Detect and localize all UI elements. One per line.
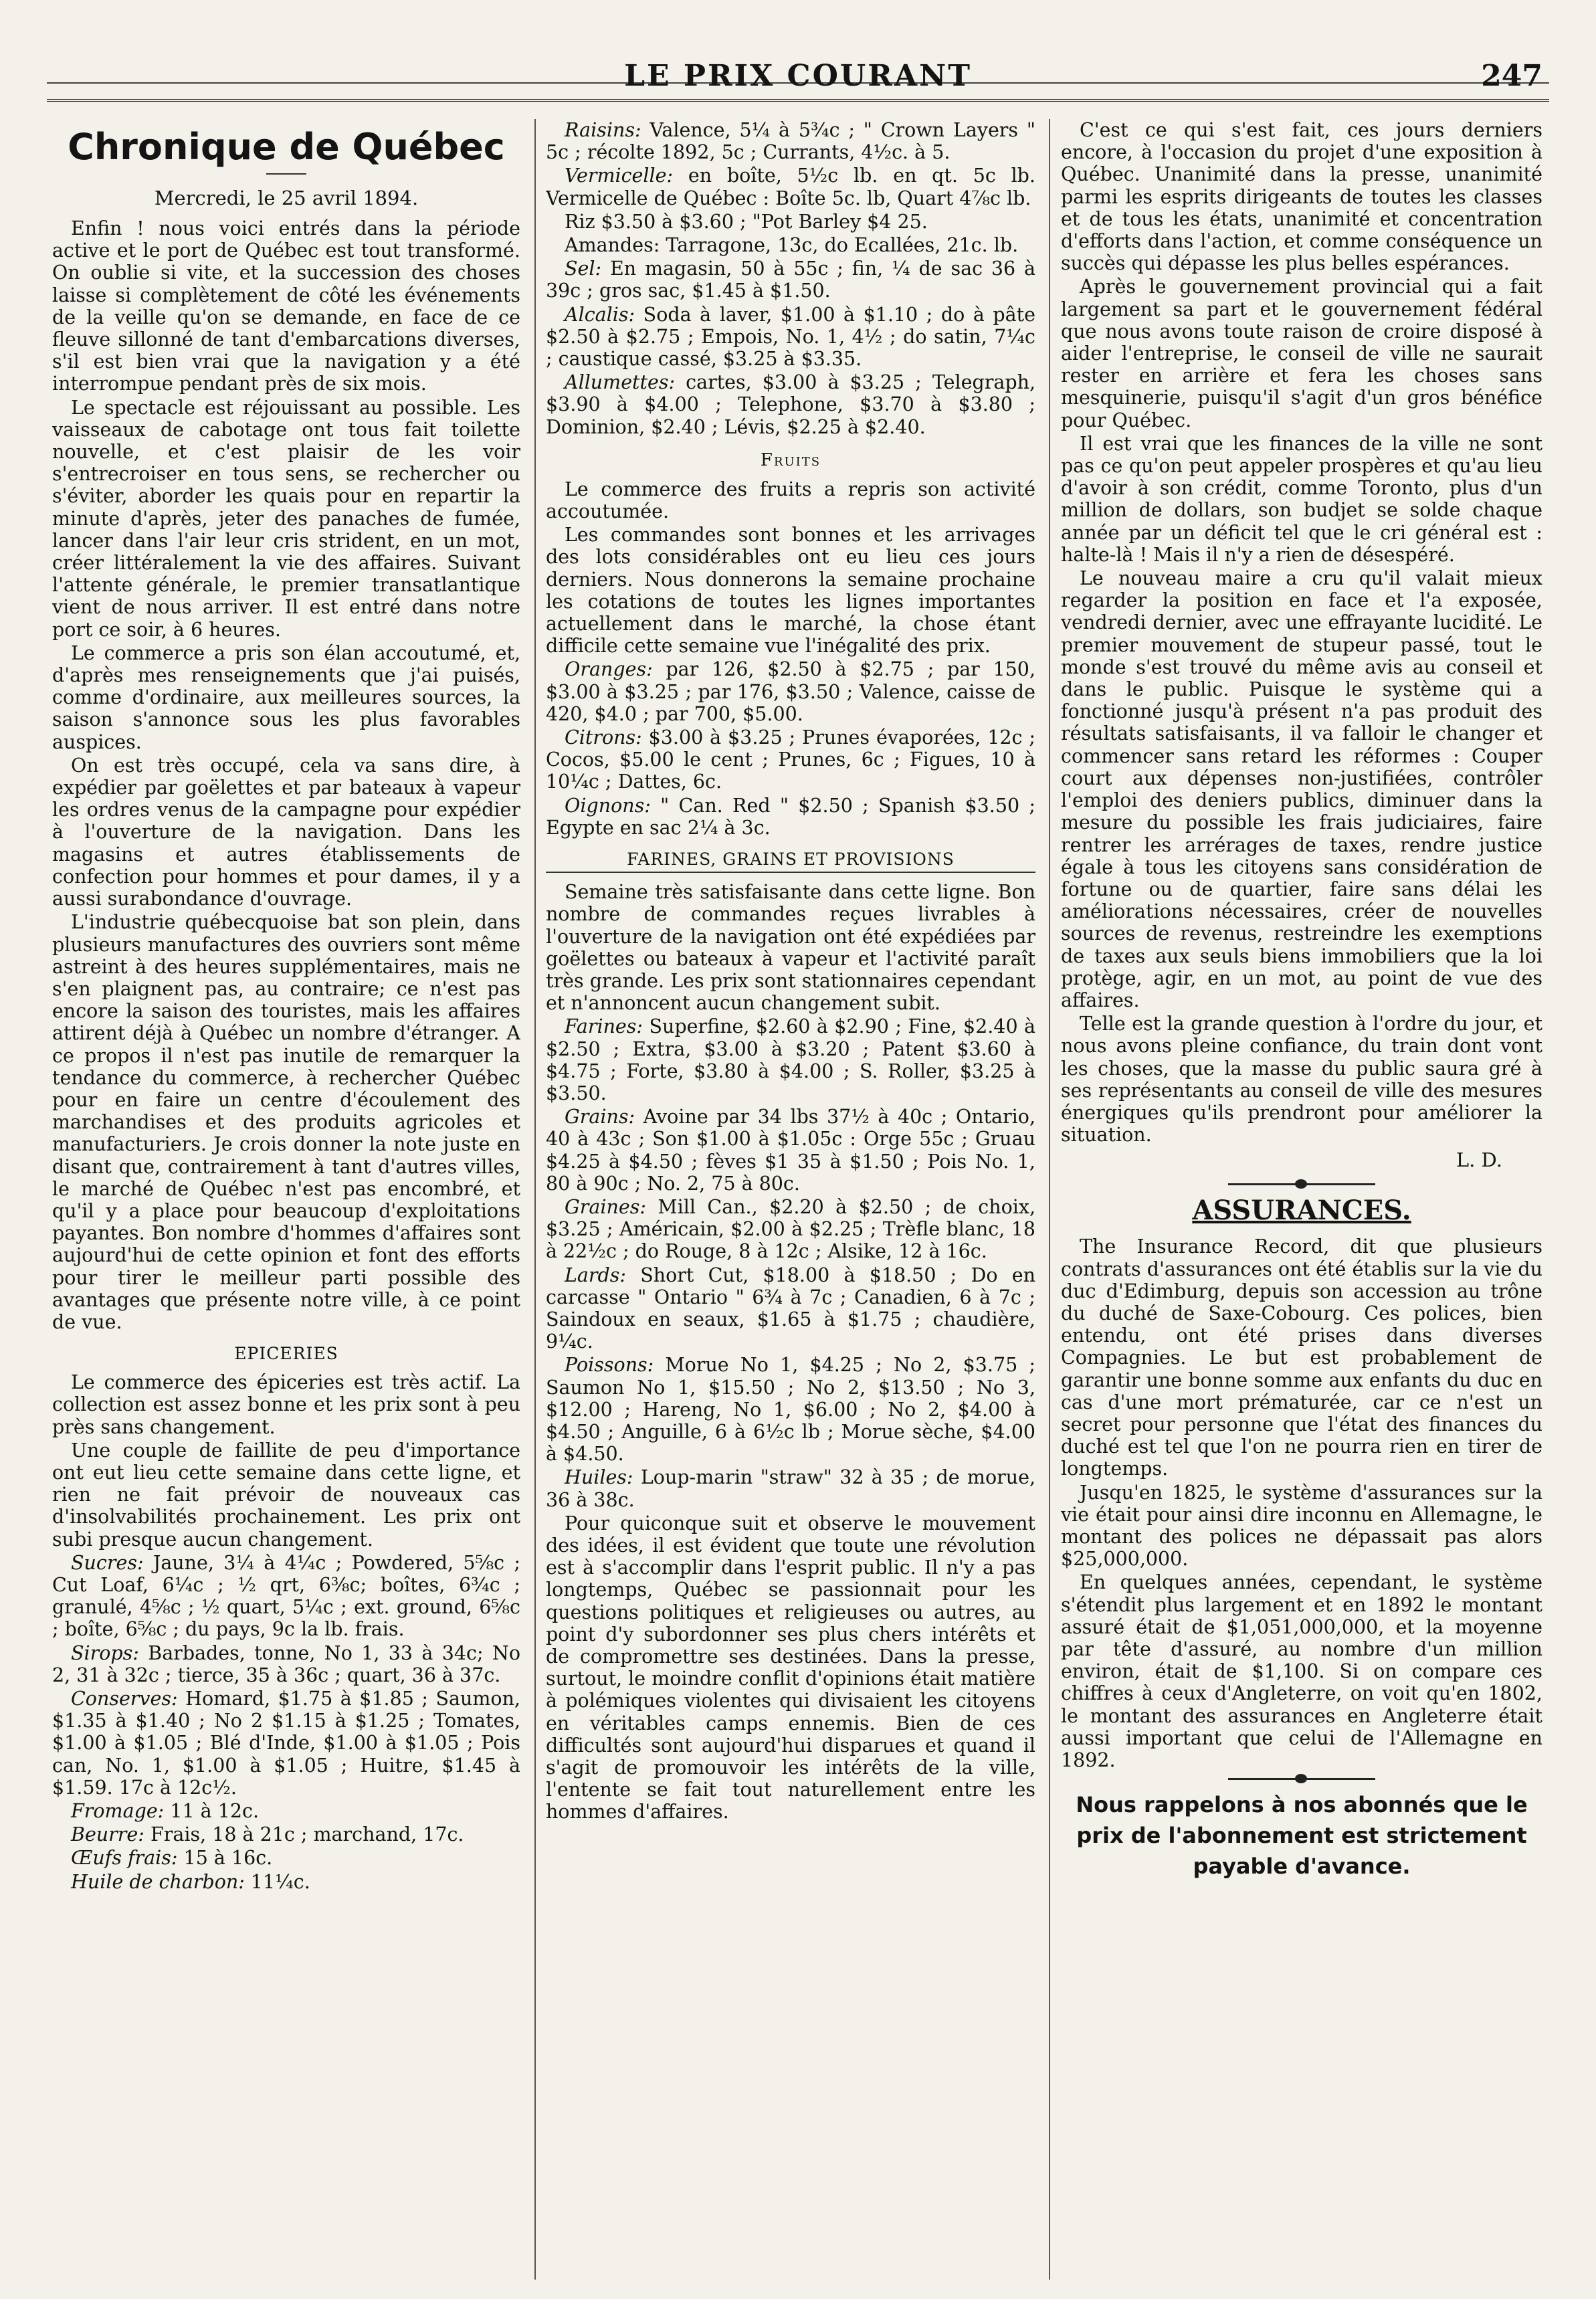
price-text: par 126, $2.50 à $2.75 ; par 150, $3.00 à $3.25 ; par 176, $3.50 ; Valence, caisse de 420, $4.0 ; par 700, $5.00.: [546, 658, 1035, 725]
section-heading-assurances: ASSURANCES.: [1192, 1195, 1411, 1227]
price-entry: [52, 1823, 520, 1845]
price-entry: [546, 165, 1035, 209]
paragraph: En quelques années, cependant, le système s'étendit plus largement et en 1892 le montant assuré était de $1,051,000,000, et la moyenne par tête d'assuré, au nombre d'un million environ, était de $1,100. Si on compare ces chiffres à ceux d'Angleterre, on voit qu'en 1802, le montant des assurances en Angleterre était aussi important que celui de l'Allemagne en 1892.: [1061, 1571, 1542, 1772]
price-label: Graines:: [565, 1195, 646, 1218]
price-entry: [546, 658, 1035, 725]
price-text: Short Cut, $18.00 à $18.50 ; Do en carcasse " Ontario " 6¾ à 7c ; Canadien, 6 à 7c ; Saindoux en seaux, $1.65 à $1.75 ; chaudière, 9¼c.: [546, 1264, 1035, 1353]
column-2: [546, 119, 1035, 2280]
price-label: Beurre:: [71, 1823, 144, 1846]
price-entry: [546, 119, 1035, 163]
price-text: Frais, 18 à 21c ; marchand, 17c.: [150, 1823, 464, 1846]
price-text: 15 à 16c.: [183, 1847, 273, 1870]
price-entry: [546, 1264, 1035, 1353]
price-entry: [546, 1354, 1035, 1465]
section-heading-farines: FARINES, GRAINS ET PROVISIONS: [546, 849, 1035, 873]
column-rule: [1049, 119, 1050, 2280]
paragraph: Pour quiconque suit et observe le mouvement des idées, il est évident que toute une révolution est à s'accomplir dans l'esprit public. Il n'y a pas longtemps, Québec se passionnait pour les questions politiques et religieuses ou autres, au point d'y subordonner ses plus chers intérêts et de compromettre ses destinées. Dans la presse, surtout, le moindre conflit d'opinions était matière à polémiques violentes qui divisaient les citoyens en véritables camps ennemis. Bien de ces difficultés sont aujourd'hui disparues et quand il s'agit de promouvoir les intérêts de la ville, l'entente se fait tout naturellement entre les hommes d'affaires.: [546, 1512, 1035, 1823]
paragraph: L'industrie québecquoise bat son plein, dans plusieurs manufactures des ouvriers sont même astreint à des heures supplémentaires, mais ne s'en plaignent pas, au contraire; ce n'est pas encore la saison des touristes, mais les affaires attirent déjà à Québec un nombre d'étranger. A ce propos il n'est pas inutile de remarquer la tendance du commerce, à rechercher Québec pour en faire un centre d'écoulement des marchandises et des produits agricoles et manufacturiers. Je crois donner la note juste en disant que, contrairement à tant d'autres villes, le marché de Québec n'est pas encombré, et qu'il y a place pour beaucoup d'exploitations payantes. Bon nombre d'hommes d'affaires sont aujourd'hui de cette opinion et font des efforts pour tirer le meilleur parti possible des avantages que présente notre ville, à ce point de vue.: [52, 911, 520, 1333]
price-text: Avoine par 34 lbs 37½ à 40c ; Ontario, 40 à 43c ; Son $1.00 à $1.05c : Orge 55c ; Gruau $4.25 à $4.50 ; fèves $1 35 à $1.50 ; Pois No. 1, 80 à 90c ; No. 2, 75 à 80c.: [546, 1106, 1035, 1195]
signature: L. D.: [1456, 1148, 1502, 1172]
price-label: Alcalis:: [565, 303, 635, 326]
price-entry: [52, 1800, 520, 1822]
paragraph: Le commerce des épiceries est très actif. La collection est assez bonne et les prix sont à peu près sans changement.: [52, 1371, 520, 1438]
price-entry: [546, 211, 1035, 233]
price-text: cartes, $3.00 à $3.25 ; Telegraph, $3.90 à $4.00 ; Telephone, $3.70 à $3.80 ; Dominion, $2.40 ; Lévis, $2.25 à $2.40.: [546, 371, 1035, 438]
price-label: Oranges:: [565, 658, 653, 681]
price-entry: [546, 304, 1035, 371]
paragraph: Après le gouvernement provincial qui a fait largement sa part et le gouvernement fédéral que nous avons toute raison de croire disposé à aider l'entreprise, le conseil de ville ne saurait rester en arrière et fera les choses sans mesquinerie, puisqu'il s'agit d'un gros bénéfice pour Québec.: [1061, 276, 1542, 431]
paragraph: Le commerce a pris son élan accoutumé, et, d'après mes renseignements que j'ai puisés, comme d'ordinaire, aux meilleures sources, la saison s'annonce sous les plus favorables auspices.: [52, 641, 520, 753]
price-entry: [52, 1847, 520, 1869]
price-text: Jaune, 3¼ à 4¼c ; Powdered, 5⅝c ; Cut Loaf, 6¼c ; ½ qrt, 6⅜c; boîtes, 6¾c ; granulé, 4⅝c ; ½ quart, 5¼c ; ext. ground, 6⅝c ; boîte, 6⅝c ; du pays, 9c la lb. frais.: [52, 1551, 520, 1641]
price-text: Homard, $1.75 à $1.85 ; Saumon, $1.35 à $1.40 ; No 2 $1.15 à $1.25 ; Tomates, $1.00 à $1.05 ; Blé d'Inde, $1.00 à $1.05 ; Pois can, No. 1, $1.00 à $1.05 ; Huitre, $1.45 à $1.59. 17c à 12c½.: [52, 1688, 520, 1799]
section-heading-epiceries: EPICERIES: [234, 1344, 338, 1364]
paragraph: Le commerce des fruits a repris son activité accoutumée.: [546, 478, 1035, 523]
masthead: [47, 52, 1549, 102]
price-entry: [52, 1871, 520, 1893]
price-text: Mill Can., $2.20 à $2.50 ; de choix, $3.25 ; Américain, $2.00 à $2.25 ; Trèfle blanc, 18 à 22½c ; do Rouge, 8 à 12c ; Alsike, 12 à 16c.: [546, 1195, 1035, 1263]
price-label: Allumettes:: [565, 371, 676, 394]
paragraph: Il est vrai que les finances de la ville ne sont pas ce qu'on peut appeler prospères et qu'au lieu d'avoir à son crédit, comme Toronto, plus d'un million de dollars, son budjet se solde chaque année par un déficit tel que le cri général est : halte-là ! Mais il n'y a rien de désespéré.: [1061, 432, 1542, 566]
price-text: Barbades, tonne, No 1, 33 à 34c; No 2, 31 à 32c ; tierce, 35 à 36c ; quart, 36 à 37c.: [52, 1641, 520, 1686]
paragraph: Les commandes sont bonnes et les arrivages des lots considérables ont eu lieu ces jours derniers. Nous donnerons la semaine prochaine les cotations de toutes les lignes importantes actuellement dans le marché, la chose étant difficile cette semaine vue l'inégalité des prix.: [546, 524, 1035, 658]
price-text: $3.50 à $3.60 ; "Pot Barley $4 25.: [601, 210, 928, 233]
price-text: Valence, 5¼ à 5¾c ; " Crown Layers " 5c ; récolte 1892, 5c ; Currants, 4½c. à 5.: [546, 119, 1035, 164]
paragraph: Semaine très satisfaisante dans cette ligne. Bon nombre de commandes reçues livrables à l'ouverture de la navigation ont été expédiées par goëlettes ou bateaux à vapeur et l'activité paraît très grande. Les prix sont stationnaires cependant et n'annoncent aucun changement subit.: [546, 881, 1035, 1015]
columns: [52, 119, 1544, 2280]
page-number: 247: [1481, 59, 1542, 93]
paragraph: The Insurance Record, dit que plusieurs contrats d'assurances ont été établis sur la vie du duc d'Edimburg, depuis son accession au trône du duché de Saxe-Cobourg. Ces polices, bien entendu, ont été prises dans diverses Compagnies. Le but est probablement de garantir une bonne somme aux enfants du duc en cas d'une mort prématurée, car ce n'est un secret pour personne que l'état des finances du duché est tel que l'on ne pourra rien en tirer de longtemps.: [1061, 1235, 1542, 1480]
section-heading-fruits: Fruits: [760, 449, 821, 470]
paragraph: Jusqu'en 1825, le système d'assurances sur la vie était pour ainsi dire inconnu en Allemagne, le montant des polices ne dépassait pas alors $25,000,000.: [1061, 1481, 1542, 1571]
price-entry: [546, 258, 1035, 302]
price-label: Grains:: [565, 1106, 635, 1128]
price-entry: [546, 795, 1035, 839]
price-entry: [52, 1552, 520, 1641]
paragraph: Le spectacle est réjouissant au possible. Les vaisseaux de cabotage ont tous fait toilette nouvelle, et c'est plaisir de les voir s'entrecroiser en tous sens, se rechercher ou s'éviter, aborder les quais pour en repartir la minute d'après, jeter des panaches de fumée, lancer dans l'air leur cris strident, en un mot, créer littéralement la vie des affaires. Suivant l'attente générale, le premier transatlantique vient de nous arriver. Il est entré dans notre port ce soir, à 6 heures.: [52, 396, 520, 641]
article-heading: Chronique de Québec: [68, 126, 505, 168]
price-entry: [546, 726, 1035, 793]
price-label: Œufs frais:: [71, 1847, 178, 1870]
price-label: Huiles:: [565, 1466, 633, 1489]
price-label: Farines:: [565, 1015, 643, 1038]
price-label: Conserves:: [71, 1688, 178, 1710]
price-entry: [546, 1106, 1035, 1195]
price-text: Soda à laver, $1.00 à $1.10 ; do à pâte $2.50 à $2.75 ; Empois, No. 1, 4½ ; do satin, 7¼c ; caustique cassé, $3.25 à $3.35.: [546, 303, 1035, 371]
price-text: En magasin, 50 à 55c ; fin, ¼ de sac 36 à 39c ; gros sac, $1.45 à $1.50.: [546, 258, 1035, 302]
price-entry: [546, 371, 1035, 438]
price-text: Tarragone, 13c, do Ecallées, 21c. lb.: [666, 234, 1019, 257]
price-label: Amandes:: [565, 234, 660, 257]
price-entry: [52, 1688, 520, 1799]
subscription-notice: Nous rappelons à nos abonnés que le prix de l'abonnement est strictement payable d'avance.: [1076, 1792, 1528, 1880]
price-label: Sucres:: [71, 1551, 144, 1574]
price-text: Superfine, $2.60 à $2.90 ; Fine, $2.40 à $2.50 ; Extra, $3.00 à $3.20 ; Patent $3.60 à $4.75 ; Forte, $3.80 à $4.00 ; S. Roller, $3.25 à $3.50.: [546, 1015, 1035, 1104]
price-label: Lards:: [565, 1264, 627, 1286]
price-label: Huile de charbon:: [71, 1870, 245, 1893]
price-text: $3.00 à $3.25 ; Prunes évaporées, 12c ; Cocos, $5.00 le cent ; Prunes, 6c ; Figues, 10 à 10¼c ; Dattes, 6c.: [546, 726, 1035, 793]
price-label: Fromage:: [71, 1800, 165, 1823]
price-label: Sirops:: [71, 1641, 139, 1664]
price-entry: [546, 234, 1035, 256]
price-entry: [52, 1642, 520, 1686]
price-text: " Can. Red " $2.50 ; Spanish $3.50 ; Egypte en sac 2¼ à 3c.: [546, 794, 1035, 839]
column-rule: [534, 119, 536, 2280]
price-text: en boîte, 5½c lb. en qt. 5c lb. Vermicelle de Québec : Boîte 5c. lb, Quart 4⅞c lb.: [546, 165, 1035, 209]
dateline: Mercredi, le 25 avril 1894.: [154, 187, 419, 209]
paragraph: Enfin ! nous voici entrés dans la période active et le port de Québec est tout transformé. On oublie si vite, et la succession des choses laisse si complètement de côté les événements de la veille qu'on se demande, en face de ce fleuve sillonné de tant d'embarcations diverses, s'il est bien vrai que la navigation y a été interrompue pendant près de six mois.: [52, 217, 520, 395]
journal-title: LE PRIX COURANT: [624, 59, 972, 93]
paragraph: Le nouveau maire a cru qu'il valait mieux regarder la position en face et l'a exposée, vendredi dernier, avec une effrayante lucidité. Le premier mouvement de stupeur passé, tout le monde s'est trouvé du même avis au conseil et dans le public. Puisque le système qui a fonctionné jusqu'à présent n'a pas produit des résultats satisfaisants, il va falloir le changer et commencer sans retard les réformes : Couper court aux dépenses non-justifiées, contrôler l'emploi des deniers publics, diminuer dans la mesure du possible les frais judiciaires, faire rentrer les arrérages de taxes, rendre justice égale à tous les citoyens sans considération de fortune ou de quartier, faire sans délai les améliorations nécessaires, créer de nouvelles sources de revenus, restreindre les exemptions de taxes aux seuls biens immobiliers que la loi protège, agir, en un mot, au point de vue des affaires.: [1061, 567, 1542, 1011]
ornament-divider: [1228, 1183, 1375, 1185]
price-entry: [546, 1015, 1035, 1104]
price-label: Sel:: [565, 258, 602, 280]
heading-rule: [266, 173, 306, 175]
price-label: Citrons:: [565, 726, 642, 749]
price-text: 11¼c.: [250, 1870, 310, 1893]
column-3: [1061, 119, 1542, 2280]
paragraph: Une couple de faillite de peu d'importance ont eut lieu cette semaine dans cette ligne, et rien ne fait prévoir de nouveaux cas d'insolvabilités prochainement. Les prix ont subi presque aucun changement.: [52, 1439, 520, 1551]
price-text: 11 à 12c.: [170, 1800, 260, 1823]
paragraph: Telle est la grande question à l'ordre du jour, et nous avons pleine confiance, du train dont vont les choses, que la masse du public saura gré à ses représentants au conseil de ville des mesures énergiques qu'ils prendront pour améliorer la situation.: [1061, 1013, 1542, 1146]
price-label: Oignons:: [565, 794, 651, 817]
paragraph: On est très occupé, cela va sans dire, à expédier par goëlettes et par bateaux à vapeur les ordres venus de la campagne pour expédier à l'ouverture de la navigation. Dans les magasins et autres établissements de confection pour hommes et pour dames, il y a aussi surabondance d'ouvrage.: [52, 754, 520, 910]
price-label: Riz: [565, 210, 595, 233]
price-text: Loup-marin "straw" 32 à 35 ; de morue, 36 à 38c.: [546, 1466, 1035, 1511]
price-label: Raisins:: [565, 119, 641, 141]
price-entry: [546, 1196, 1035, 1263]
price-label: Poissons:: [565, 1354, 654, 1377]
paragraph: C'est ce qui s'est fait, ces jours derniers encore, à l'occasion du projet d'une exposition à Québec. Unanimité dans la presse, unanimité parmi les esprits dirigeants de toutes les classes et de tous les états, unanimité et concentration d'efforts dans l'action, et comme conséquence un succès qui dépasse les plus belles espérances.: [1061, 119, 1542, 275]
price-entry: [546, 1466, 1035, 1510]
price-text: Morue No 1, $4.25 ; No 2, $3.75 ; Saumon No 1, $15.50 ; No 2, $13.50 ; No 3, $12.00 ; Hareng, No 1, $6.00 ; No 2, $4.00 à $4.50 ; Anguille, 6 à 6½c lb ; Morue sèche, $4.00 à $4.50.: [546, 1354, 1035, 1466]
column-1: [52, 119, 520, 2280]
ornament-divider: [1228, 1778, 1375, 1780]
price-label: Vermicelle:: [565, 165, 674, 187]
